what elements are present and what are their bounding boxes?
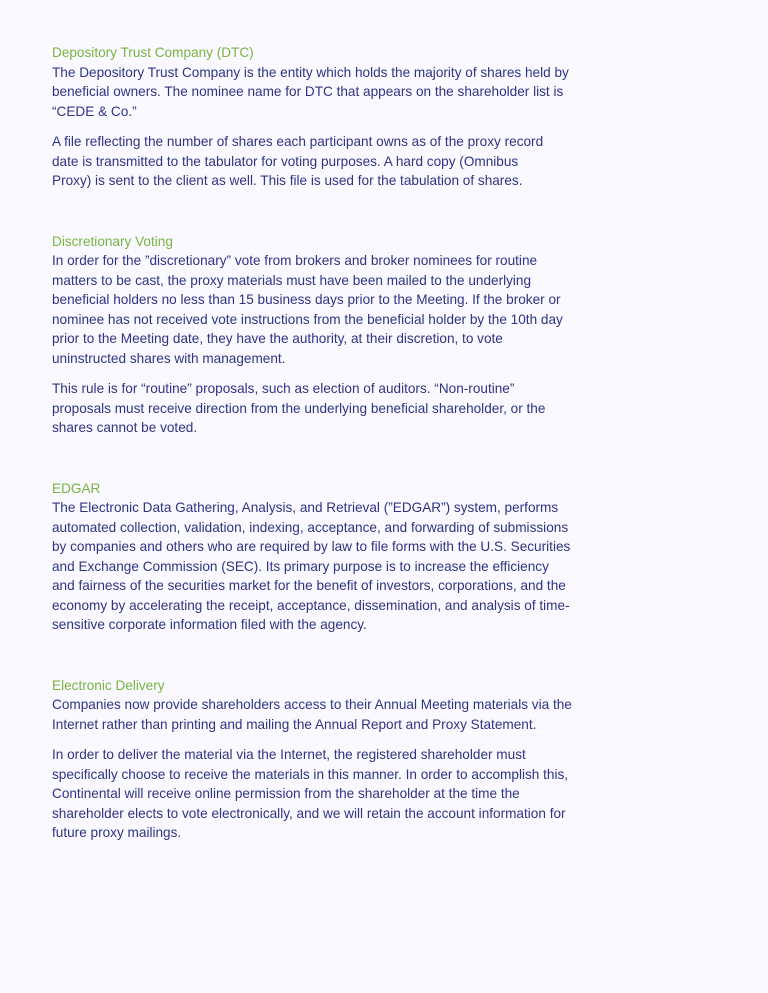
section-dtc	[52, 43, 728, 191]
section-heading: Depository Trust Company (DTC)	[52, 45, 254, 60]
section-heading: Discretionary Voting	[52, 233, 173, 249]
section-paragraph: In order for the ”discretionary” vote from brokers and broker nominees for routine matters to be cast, the proxy materials must have been mailed to the underlying beneficial holders no less than 15 business days prior to the Meeting. If the broker or nominee has not received vote instructions from the beneficial holder by the 10th day prior to the Meeting date, they have the authority, at their discretion, to vote uninstructed shares with management.	[52, 253, 563, 366]
section-paragraph: A file reflecting the number of shares each participant owns as of the proxy record date is transmitted to the tabulator for voting purposes. A hard copy (Omnibus Proxy) is sent to the client as well. This file is used for the tabulation of shares.	[52, 134, 544, 188]
section-edgar	[52, 479, 728, 635]
section-electronic-delivery	[52, 676, 728, 843]
section-paragraph: Companies now provide shareholders access to their Annual Meeting materials via the Internet rather than printing and mailing the Annual Report and Proxy Statement.	[52, 697, 572, 732]
section-paragraph: This rule is for “routine” proposals, such as election of auditors. “Non-routine” proposals must receive direction from the underlying beneficial shareholder, or the shares cannot be voted.	[52, 381, 546, 435]
section-paragraph: In order to deliver the material via the Internet, the registered shareholder must specifically choose to receive the materials in this manner. In order to accomplish this, Continental will receive online permission from the shareholder at the time the shareholder elects to vote electronically, and we will retain the account information for future proxy mailings.	[52, 747, 569, 840]
section-heading: Electronic Delivery	[52, 677, 165, 693]
section-discretionary-voting	[52, 232, 728, 438]
section-paragraph: The Electronic Data Gathering, Analysis, and Retrieval (”EDGAR”) system, performs automated collection, validation, indexing, acceptance, and forwarding of submissions by companies and others who are required by law to file forms with the U.S. Securities and Exchange Commission (SEC). Its primary purpose is to increase the efficiency and fairness of the securities market for the benefit of investors, corporations, and the economy by accelerating the receipt, acceptance, dissemination, and analysis of time-sensitive corporate information filed with the agency.	[52, 500, 571, 632]
section-paragraph: The Depository Trust Company is the entity which holds the majority of shares held by beneficial owners. The nominee name for DTC that appears on the shareholder list is “CEDE & Co.”	[52, 64, 569, 119]
section-heading: EDGAR	[52, 480, 101, 496]
